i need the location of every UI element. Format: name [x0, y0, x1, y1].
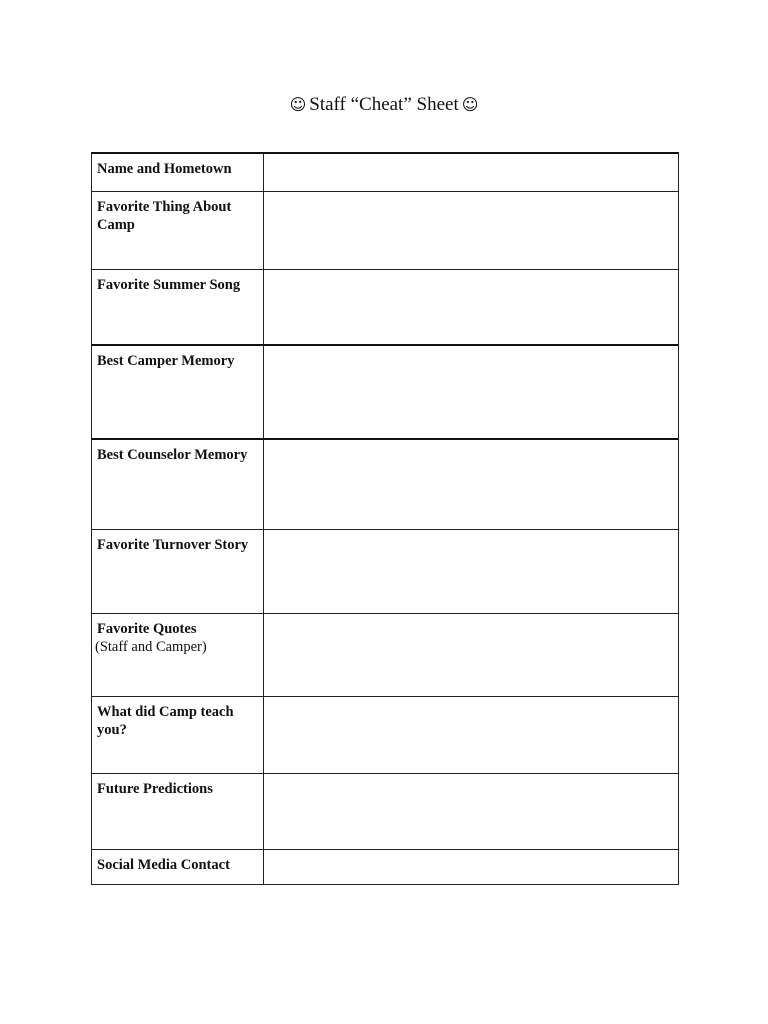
table-row — [92, 529, 679, 613]
table-row — [92, 269, 679, 345]
smiley-icon: ☺ — [289, 95, 307, 114]
answer-field[interactable] — [264, 849, 679, 884]
cheat-sheet-table — [91, 152, 679, 885]
row-label-cell — [92, 613, 264, 696]
answer-field[interactable] — [264, 345, 679, 439]
answer-field[interactable] — [264, 529, 679, 613]
row-label: Name and Hometown — [97, 161, 232, 177]
table-row — [92, 191, 679, 269]
answer-field[interactable] — [264, 439, 679, 529]
smiley-icon: ☺ — [461, 95, 479, 114]
table-row — [92, 345, 679, 439]
row-label: Best Camper Memory — [97, 353, 235, 369]
row-label-cell — [92, 153, 264, 191]
row-label: Favorite Turnover Story — [97, 536, 249, 553]
answer-field[interactable] — [264, 269, 679, 345]
row-label-cell — [92, 696, 264, 773]
answer-field[interactable] — [264, 773, 679, 849]
row-label: Best Counselor Memory — [97, 447, 248, 463]
table-row — [92, 439, 679, 529]
row-label: Future Predictions — [97, 780, 213, 797]
answer-field[interactable] — [264, 191, 679, 269]
answer-field[interactable] — [264, 153, 679, 191]
page-title — [0, 93, 768, 117]
row-label: Social Media Contact — [97, 856, 230, 873]
row-label-cell — [92, 849, 264, 884]
table-row — [92, 696, 679, 773]
row-label: Favorite Quotes — [97, 620, 197, 637]
row-label-cell — [92, 773, 264, 849]
answer-field[interactable] — [264, 613, 679, 696]
answer-field[interactable] — [264, 696, 679, 773]
row-label-cell — [92, 345, 264, 439]
row-label-cell — [92, 191, 264, 269]
row-label: Favorite Thing About Camp — [97, 198, 232, 233]
table-row — [92, 613, 679, 696]
row-sublabel: (Staff and Camper) — [95, 638, 207, 655]
table-row — [92, 773, 679, 849]
row-label-cell — [92, 269, 264, 345]
row-label-cell — [92, 529, 264, 613]
row-label: What did Camp teach you? — [97, 703, 234, 738]
row-label: Favorite Summer Song — [97, 276, 241, 293]
table-row — [92, 849, 679, 884]
table-row — [92, 153, 679, 191]
row-label-cell — [92, 439, 264, 529]
page-title-text: Staff “Cheat” Sheet — [309, 94, 459, 115]
